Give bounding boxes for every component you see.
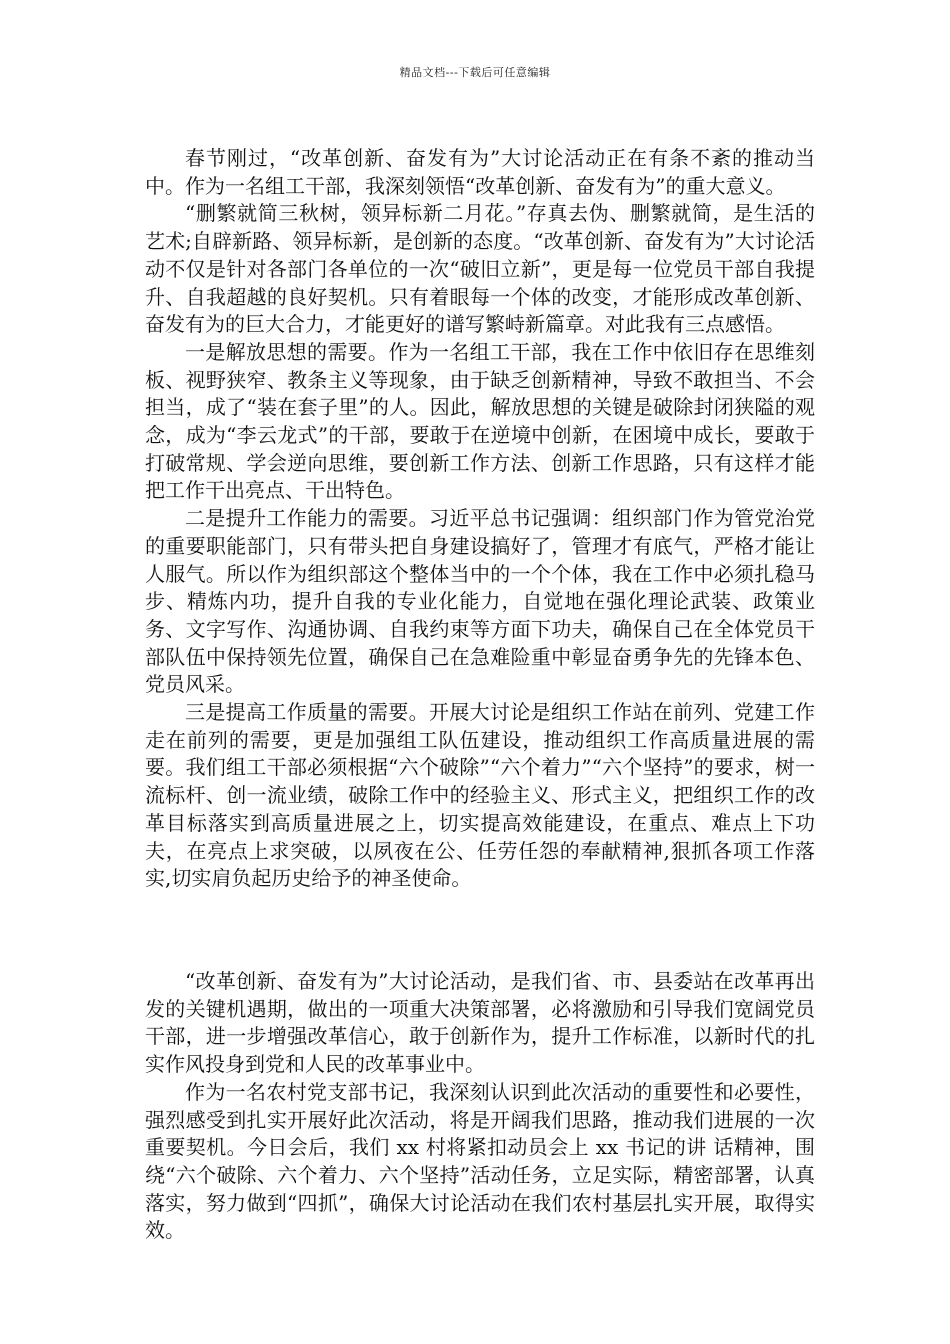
article-section-1 — [145, 145, 815, 893]
paragraph: “改革创新、奋发有为”大讨论活动，是我们省、市、县委站在改革再出发的关键机遇期，做出的一项重大决策部署，必将激励和引导我们宽阔党员干部，进一步增强改革信心，敢于创新作为，提升工作标准，以新时代的扎实作风投身到党和人民的改革事业中。 — [145, 969, 815, 1077]
article-section-2 — [145, 968, 815, 1245]
paragraph: 二是提升工作能力的需要。习近平总书记强调：组织部门作为管党治党的重要职能部门，只有带头把自身建设搞好了，管理才有底气，严格才能让人服气。所以作为组织部这个整体当中的一个个体，我在工作中必须扎稳马步、精炼内功，提升自我的专业化能力，自觉地在强化理论武装、政策业务、文字写作、沟通协调、自我约束等方面下功夫，确保自己在全体党员干部队伍中保持领先位置，确保自己在急难险重中彰显奋勇争先的先锋本色、党员风采。 — [145, 506, 815, 697]
page-header: 精品文档---下载后可任意编辑 — [399, 66, 551, 79]
paragraph: 春节刚过，“改革创新、奋发有为”大讨论活动正在有条不紊的推动当中。作为一名组工干部，我深刻领悟“改革创新、奋发有为”的重大意义。 — [145, 146, 815, 198]
paragraph: 作为一名农村党支部书记，我深刻认识到此次活动的重要性和必要性，强烈感受到扎实开展好此次活动，将是开阔我们思路，推动我们进展的一次重要契机。今日会后，我们 xx 村将紧扣动员会上 xx 书记的讲 话精神，围绕“六个破除、六个着力、六个坚持”活动任务，立足实际，精密部署，认真落实，努力做到“四抓”，确保大讨论活动在我们农村基层扎实开展，取得实效。 — [145, 1079, 815, 1243]
paragraph: “删繁就简三秋树，领异标新二月花。”存真去伪、删繁就简，是生活的艺术;自辟新路、领异标新，是创新的态度。“改革创新、奋发有为”大讨论活动不仅是针对各部门各单位的一次“破旧立新”，更是每一位党员干部自我提升、自我超越的良好契机。只有着眼每一个体的改变，才能形成改革创新、奋发有为的巨大合力，才能更好的谱写繁峙新篇章。对此我有三点感悟。 — [145, 201, 815, 337]
paragraph: 一是解放思想的需要。作为一名组工干部，我在工作中依旧存在思维刻板、视野狭窄、教条主义等现象，由于缺乏创新精神，导致不敢担当、不会担当，成了“装在套子里”的人。因此，解放思想的关键是破除封闭狭隘的观念，成为“李云龙式”的干部，要敢于在逆境中创新，在困境中成长，要敢于打破常规、学会逆向思维，要创新工作方法、创新工作思路，只有这样才能把工作干出亮点、干出特色。 — [145, 339, 815, 503]
paragraph: 三是提高工作质量的需要。开展大讨论是组织工作站在前列、党建工作走在前列的需要，更是加强组工队伍建设，推动组织工作高质量进展的需要。我们组工干部必须根据“六个破除”“六个着力”“六个坚持”的要求，树一流标杆、创一流业绩，破除工作中的经验主义、形式主义，把组织工作的改革目标落实到高质量进展之上，切实提高效能建设，在重点、难点上下功夫，在亮点上求突破，以夙夜在公、任劳任怨的奉献精神,狠抓各项工作落实,切实肩负起历史给予的神圣使命。 — [145, 700, 815, 891]
